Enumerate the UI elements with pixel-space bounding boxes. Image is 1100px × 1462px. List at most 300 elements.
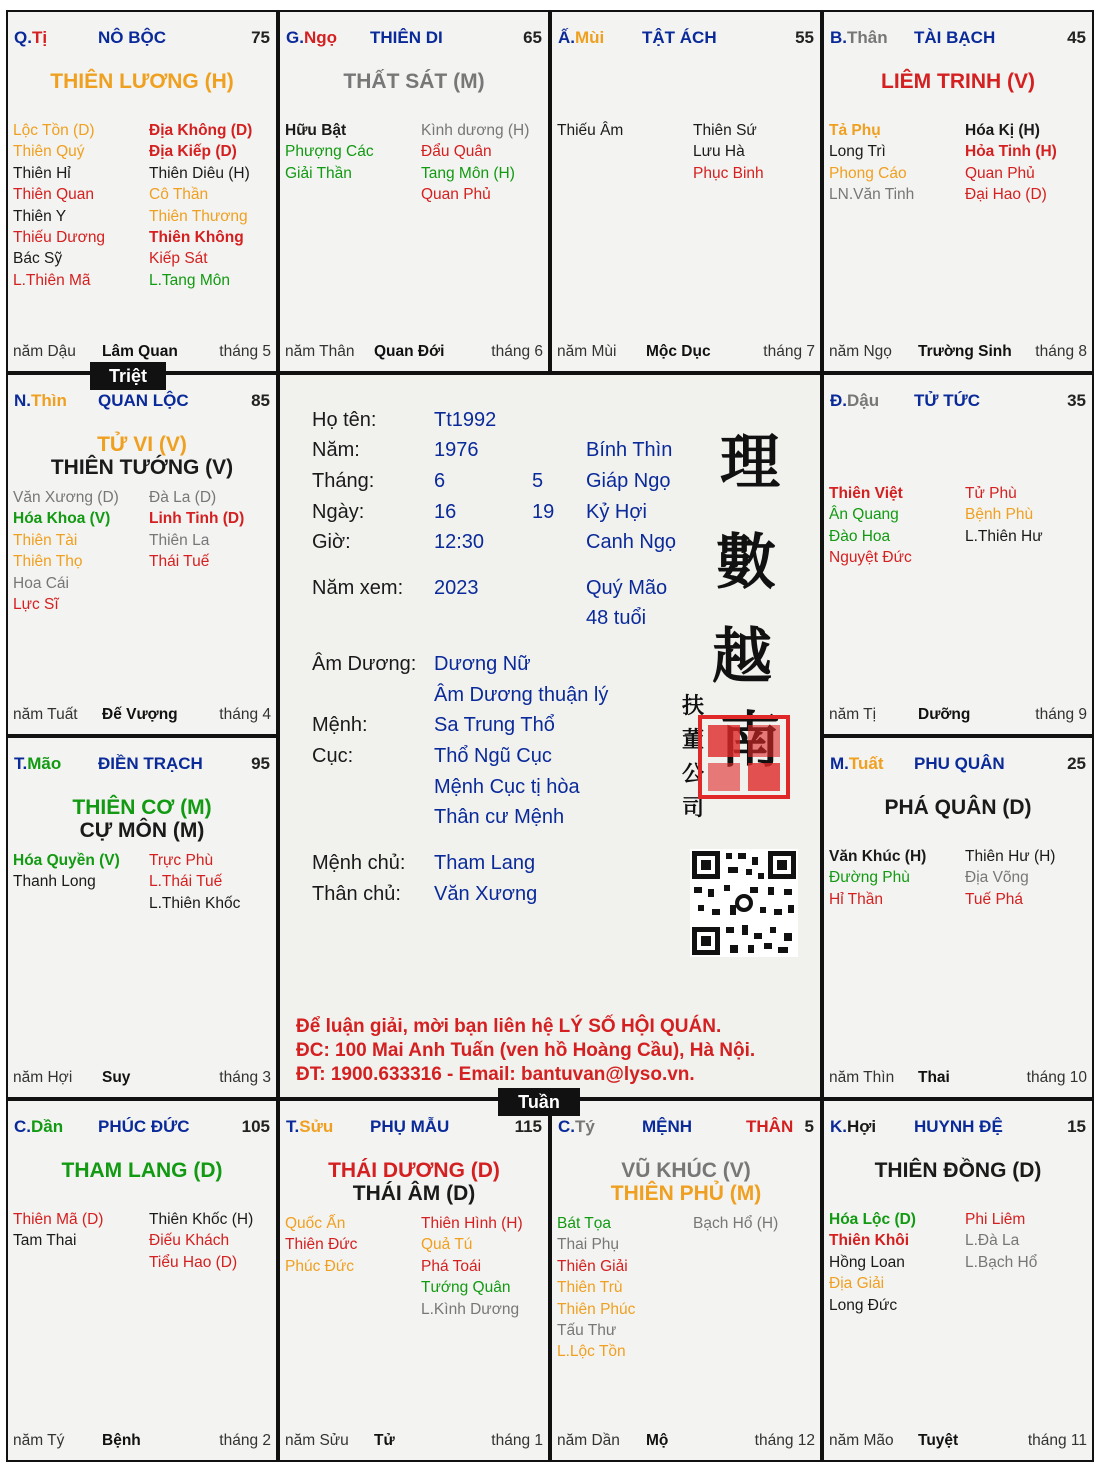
- minor-stars-left: [13, 850, 120, 893]
- branch: [286, 1117, 333, 1137]
- calligraphy-char-1: 理: [720, 428, 780, 498]
- thanchu-value: Văn Xương: [434, 883, 538, 905]
- star: Hồng Loan: [829, 1253, 905, 1271]
- star: Thiên Không: [149, 229, 244, 247]
- star: Trực Phù: [149, 852, 214, 869]
- palace-footer: [824, 1069, 1092, 1089]
- palace-footer: [280, 1432, 548, 1452]
- minor-stars-right: [149, 120, 252, 291]
- palace-name: HUYNH ĐỆ: [914, 1117, 1003, 1136]
- star: Quả Tú: [421, 1236, 473, 1254]
- palace-name: TẬT ÁCH: [642, 28, 717, 47]
- main-star: CỰ MÔN (M): [79, 819, 205, 842]
- thanchu-label: Thân chủ:: [312, 883, 401, 905]
- branch-name: Mão: [27, 754, 62, 773]
- palace-name: PHU QUÂN: [914, 754, 1005, 773]
- star: L.Kình Dương: [421, 1300, 520, 1318]
- palace-6: [822, 373, 1094, 736]
- star: Điếu Khách: [149, 1232, 230, 1250]
- star: L.Tang Môn: [149, 271, 230, 289]
- star: Thái Tuế: [149, 553, 210, 571]
- palace-footer: [552, 1432, 820, 1452]
- year-branch: năm Thân: [285, 343, 355, 360]
- branch: [830, 28, 888, 48]
- month-solar: 6: [434, 470, 446, 492]
- branch: [14, 754, 61, 774]
- star: Văn Xương (D): [13, 489, 119, 506]
- name-value: Tt1992: [434, 409, 497, 431]
- notice-line-3: ĐT: 1900.633316 - Email: bantuvan@lyso.vn.: [296, 1064, 695, 1085]
- palace-footer: [824, 1432, 1092, 1452]
- day-label: Ngày:: [312, 501, 365, 523]
- horoscope-chart: [6, 10, 1094, 1456]
- palace-footer: [824, 343, 1092, 363]
- month: tháng 3: [219, 1069, 271, 1086]
- palace-number: 45: [1067, 28, 1086, 47]
- menh-label: Mệnh:: [312, 714, 368, 736]
- star: Thiên Quý: [13, 143, 85, 161]
- star: Bạch Hổ (H): [693, 1215, 779, 1232]
- palace-footer: [8, 343, 276, 363]
- month: tháng 11: [1027, 1432, 1087, 1449]
- amduong-label: Âm Dương:: [312, 653, 417, 675]
- day-solar: 16: [434, 501, 457, 523]
- branch-name: Mùi: [575, 28, 605, 47]
- palace-number: 55: [795, 28, 814, 47]
- month: tháng 9: [1035, 706, 1087, 723]
- star: Tấu Thư: [557, 1322, 617, 1340]
- branch-label: K.: [830, 1117, 847, 1136]
- star: Phi Liêm: [965, 1211, 1026, 1228]
- star: Đào Hoa: [829, 527, 891, 545]
- star: Quốc Ấn: [285, 1215, 346, 1232]
- than-tag: THÂN: [746, 1117, 794, 1136]
- month: tháng 6: [491, 343, 543, 360]
- minor-stars-left: [13, 487, 119, 615]
- palace-name: TỬ TỨC: [914, 391, 980, 410]
- star: Hóa Lộc (D): [829, 1211, 916, 1228]
- palace-footer: [8, 1432, 276, 1452]
- branch-label: M.: [830, 754, 849, 773]
- star: LN.Văn Tinh: [829, 186, 915, 204]
- star: Thiên Sứ: [693, 122, 757, 139]
- palace-8: [822, 736, 1094, 1099]
- minor-stars-left: [285, 1213, 357, 1277]
- life-stage: Lâm Quan: [102, 343, 178, 360]
- year-label: Năm:: [312, 439, 360, 461]
- minor-stars-left: [285, 120, 374, 184]
- palace-7: [6, 736, 278, 1099]
- star: Cô Thần: [149, 186, 209, 204]
- star: Thanh Long: [13, 873, 96, 891]
- month: tháng 8: [1035, 343, 1087, 360]
- star: Phá Toái: [421, 1257, 482, 1275]
- branch-name: Sửu: [299, 1117, 334, 1136]
- branch-name: Tý: [575, 1117, 595, 1136]
- main-star: VŨ KHÚC (V): [621, 1159, 751, 1182]
- than-note: Thân cư Mệnh: [434, 806, 565, 828]
- star: Thiên Y: [13, 207, 67, 225]
- star: Linh Tinh (D): [149, 510, 245, 528]
- star: Tang Môn (H): [421, 164, 515, 182]
- year-branch: năm Hợi: [13, 1069, 73, 1086]
- life-stage: Quan Đới: [374, 343, 445, 360]
- star: Lộc Tồn (D): [13, 122, 95, 139]
- minor-stars-right: [421, 120, 529, 206]
- year-branch: năm Sửu: [285, 1432, 349, 1449]
- palace-footer: [8, 1069, 276, 1089]
- palace-9: [6, 1099, 278, 1462]
- life-stage: Đế Vượng: [102, 706, 178, 723]
- small-calli-2: 董: [682, 727, 705, 753]
- palace-number: 65: [523, 28, 542, 47]
- minor-stars-left: [829, 846, 926, 910]
- year-can: Bính Thìn: [586, 439, 673, 461]
- star: L.Thiên Hư: [965, 527, 1043, 545]
- main-star: THÁI DƯƠNG (D): [328, 1159, 500, 1182]
- year-branch: năm Tý: [13, 1432, 65, 1449]
- main-star: THIÊN ĐỒNG (D): [874, 1159, 1042, 1182]
- palace-12: [822, 1099, 1094, 1462]
- minor-stars-left: [13, 1209, 103, 1252]
- palace-number: 105: [241, 1117, 270, 1136]
- star: Hoa Cái: [13, 574, 69, 592]
- star: Bệnh Phù: [965, 506, 1034, 524]
- life-stage: Trường Sinh: [918, 343, 1012, 360]
- star: Thiên Khôi: [829, 1232, 910, 1250]
- minor-stars-left: [557, 120, 623, 141]
- cuc-value: Thổ Ngũ Cục: [434, 745, 552, 767]
- minor-stars-right: [965, 483, 1043, 547]
- notice-line-1: Để luận giải, mời bạn liên hệ LÝ SỐ HỘI QUÁN.: [296, 1016, 722, 1037]
- cuc-label: Cục:: [312, 745, 354, 767]
- star: Hỏa Tinh (H): [965, 143, 1057, 161]
- minor-stars-left: [13, 120, 105, 291]
- month: tháng 5: [219, 343, 271, 360]
- center-info-panel: [278, 373, 822, 1099]
- palace-footer: [280, 343, 548, 363]
- star: Đà La (D): [149, 489, 217, 506]
- qr-code-icon[interactable]: [690, 849, 798, 957]
- hour-can: Canh Ngọ: [586, 531, 677, 553]
- star: Thiên Diêu (H): [149, 164, 250, 182]
- star: Bác Sỹ: [13, 250, 63, 268]
- star: Thiên Hư (H): [965, 848, 1056, 865]
- palace-footer: [824, 706, 1092, 726]
- branch: [558, 1117, 595, 1137]
- branch: [14, 28, 47, 48]
- tuan-marker: Tuần: [498, 1088, 580, 1116]
- month: tháng 7: [763, 343, 815, 360]
- main-star: THIÊN LƯƠNG (H): [50, 70, 234, 93]
- star: Tả Phụ: [829, 122, 881, 139]
- star: L.Thái Tuế: [149, 873, 223, 891]
- name-label: Họ tên:: [312, 409, 377, 431]
- star: Tướng Quân: [421, 1279, 511, 1297]
- main-star: TỬ VI (V): [97, 433, 187, 456]
- minor-stars-left: [829, 483, 912, 569]
- star: Hóa Kị (H): [965, 122, 1040, 139]
- cuc-note: Mệnh Cục tị hòa: [434, 776, 580, 798]
- branch: [830, 391, 879, 411]
- star: Ân Quang: [829, 506, 899, 524]
- palace-number: 115: [514, 1117, 542, 1136]
- palace-10: [278, 1099, 550, 1462]
- palace-number: 5: [804, 1117, 814, 1136]
- main-star: LIÊM TRINH (V): [881, 70, 1035, 93]
- branch: [14, 1117, 63, 1137]
- star: L.Thiên Mã: [13, 271, 91, 289]
- star: Long Trì: [829, 143, 886, 161]
- star: Thai Phụ: [557, 1236, 620, 1254]
- branch-name: Hợi: [847, 1117, 877, 1136]
- life-stage: Mộ: [646, 1432, 669, 1449]
- month: tháng 10: [1026, 1069, 1087, 1086]
- star: Long Đức: [829, 1296, 898, 1314]
- star: Đường Phù: [829, 869, 910, 887]
- palace-name: PHÚC ĐỨC: [98, 1117, 190, 1136]
- main-star: THIÊN CƠ (M): [72, 796, 212, 819]
- life-stage: Tử: [374, 1432, 395, 1449]
- year-branch: năm Thìn: [829, 1069, 895, 1086]
- star: Kiếp Sát: [149, 250, 208, 268]
- minor-stars-right: [149, 487, 244, 573]
- year-branch: năm Dậu: [13, 343, 76, 360]
- branch: [558, 28, 604, 48]
- month: tháng 4: [219, 706, 271, 723]
- star: Thiên Mã (D): [13, 1211, 104, 1228]
- branch-label: T.: [286, 1117, 300, 1136]
- star: Thiên Hình (H): [421, 1215, 523, 1232]
- star: Lực Sĩ: [13, 596, 59, 614]
- palace-number: 15: [1067, 1117, 1086, 1136]
- hour-label: Giờ:: [312, 531, 351, 553]
- star: Tiểu Hao (D): [149, 1253, 238, 1271]
- year-branch: năm Mùi: [557, 343, 617, 360]
- minor-stars-left: [829, 120, 914, 206]
- branch-label: Ấ.: [558, 28, 575, 47]
- year-branch: năm Dần: [557, 1432, 620, 1449]
- star: Thiên Tài: [13, 531, 78, 549]
- minor-stars-right: [965, 846, 1055, 910]
- palace-number: 85: [251, 391, 270, 410]
- minor-stars-left: [829, 1209, 916, 1316]
- minor-stars-right: [965, 120, 1057, 206]
- minor-stars-left: [557, 1213, 635, 1363]
- year-branch: năm Ngọ: [829, 343, 892, 360]
- branch: [830, 754, 884, 774]
- palace-name: TÀI BẠCH: [914, 28, 996, 47]
- palace-name: QUAN LỘC: [98, 391, 189, 410]
- hour-value: 12:30: [434, 531, 485, 553]
- life-stage: Dưỡng: [918, 706, 971, 723]
- star: Đẩu Quân: [421, 143, 492, 161]
- star: Hóa Quyền (V): [13, 852, 120, 869]
- small-calli-3: 公: [682, 761, 705, 787]
- year-branch: năm Tị: [829, 706, 877, 723]
- main-star: THÁI ÂM (D): [352, 1182, 476, 1205]
- red-seal-stamp: [696, 713, 792, 801]
- palace-5: [6, 373, 278, 736]
- palace-4: [822, 10, 1094, 373]
- branch-name: Thân: [847, 28, 888, 47]
- star: Thiên Quan: [13, 186, 94, 204]
- main-star: THIÊN TƯỚNG (V): [50, 456, 234, 479]
- year-branch: năm Tuất: [13, 706, 78, 723]
- star: L.Thiên Khốc: [149, 894, 241, 912]
- branch-name: Tị: [31, 28, 48, 47]
- palace-1: [6, 10, 278, 373]
- life-stage: Mộc Dục: [646, 343, 711, 360]
- star: Địa Không (D): [149, 122, 253, 139]
- star: Hỉ Thần: [829, 890, 883, 908]
- star: Thiên Hỉ: [13, 164, 71, 182]
- minor-stars-right: [965, 1209, 1037, 1273]
- star: Thiên Thọ: [13, 553, 83, 571]
- star: Lưu Hà: [693, 143, 745, 161]
- age: 48 tuổi: [586, 607, 647, 629]
- star: Phục Binh: [693, 164, 764, 182]
- month-label: Tháng:: [312, 470, 375, 492]
- calligraphy-char-2: 數: [716, 528, 776, 598]
- star: Tuế Phá: [965, 890, 1024, 908]
- small-calli-4: 司: [682, 795, 705, 821]
- palace-name: NÔ BỘC: [98, 28, 166, 47]
- star: Bát Tọa: [557, 1215, 612, 1232]
- star: L.Bạch Hổ: [965, 1253, 1038, 1271]
- star: Quan Phủ: [421, 186, 491, 204]
- main-star: PHÁ QUÂN (D): [884, 796, 1032, 819]
- small-calli-1: 扶: [682, 693, 705, 719]
- star: Thiên Phúc: [557, 1300, 636, 1318]
- branch-label: N.: [14, 391, 31, 410]
- year-value: 1976: [434, 439, 479, 461]
- branch: [14, 391, 67, 411]
- view-year-can: Quý Mão: [586, 577, 668, 599]
- branch-label: C.: [14, 1117, 31, 1136]
- branch-label: B.: [830, 28, 847, 47]
- month-lunar: 5: [532, 470, 544, 492]
- main-star: THIÊN PHỦ (M): [610, 1182, 762, 1205]
- palace-name: ĐIỀN TRẠCH: [98, 754, 203, 773]
- branch-label: T.: [14, 754, 28, 773]
- year-branch: năm Mão: [829, 1432, 894, 1449]
- palace-name: THIÊN DI: [370, 28, 443, 47]
- palace-number: 35: [1067, 391, 1086, 410]
- palace-number: 25: [1067, 754, 1086, 773]
- star: Thiên Việt: [829, 485, 903, 502]
- day-lunar: 19: [532, 501, 555, 523]
- life-stage: Tuyệt: [918, 1432, 959, 1449]
- star: Đại Hao (D): [965, 186, 1047, 204]
- branch-label: C.: [558, 1117, 575, 1136]
- amduong-value: Dương Nữ: [434, 653, 531, 675]
- palace-number: 95: [251, 754, 270, 773]
- month-can: Giáp Ngọ: [586, 470, 671, 492]
- month: tháng 12: [754, 1432, 815, 1449]
- star: Tử Phù: [965, 485, 1017, 502]
- star: Địa Võng: [965, 869, 1029, 887]
- star: Giải Thần: [285, 164, 352, 182]
- palace-footer: [8, 706, 276, 726]
- life-stage: Thai: [918, 1069, 950, 1086]
- palace-2: [278, 10, 550, 373]
- calligraphy-char-3: 越: [712, 622, 772, 692]
- main-star: THAM LANG (D): [61, 1159, 223, 1182]
- branch-name: Dần: [31, 1117, 64, 1136]
- star: Thiên Khốc (H): [149, 1211, 254, 1228]
- minor-stars-right: [693, 120, 764, 184]
- life-stage: Suy: [102, 1069, 131, 1086]
- branch-name: Tuất: [848, 754, 884, 773]
- month: tháng 1: [491, 1432, 543, 1449]
- amduong-note: Âm Dương thuận lý: [434, 684, 609, 706]
- palace-3: [550, 10, 822, 373]
- star: Thiếu Âm: [557, 122, 624, 139]
- star: Tam Thai: [13, 1232, 77, 1250]
- star: Địa Kiếp (D): [149, 143, 237, 161]
- star: Nguyệt Đức: [829, 549, 912, 567]
- menhchu-label: Mệnh chủ:: [312, 852, 406, 874]
- minor-stars-right: [149, 1209, 253, 1273]
- branch-label: Đ.: [830, 391, 847, 410]
- palace-footer: [552, 343, 820, 363]
- day-can: Kỷ Hợi: [586, 501, 647, 523]
- branch: [830, 1117, 876, 1137]
- star: Phượng Các: [285, 143, 374, 161]
- star: Phong Cáo: [829, 164, 907, 182]
- star: Địa Giải: [829, 1275, 885, 1293]
- branch-name: Thìn: [31, 391, 67, 410]
- life-stage: Bệnh: [102, 1432, 141, 1449]
- palace-11: [550, 1099, 822, 1462]
- notice-line-2: ĐC: 100 Mai Anh Tuấn (ven hồ Hoàng Cầu), Hà Nội.: [296, 1040, 756, 1061]
- star: Văn Khúc (H): [829, 848, 927, 865]
- star: L.Lộc Tồn: [557, 1343, 626, 1361]
- star: Kình dương (H): [421, 122, 530, 139]
- minor-stars-right: [693, 1213, 778, 1234]
- main-star: THẤT SÁT (M): [343, 70, 485, 93]
- view-year-value: 2023: [434, 577, 479, 599]
- star: Thiên La: [149, 531, 210, 549]
- menhchu-value: Tham Lang: [434, 852, 536, 874]
- branch-label: G.: [286, 28, 304, 47]
- star: Thiên Đức: [285, 1236, 358, 1254]
- star: Hóa Khoa (V): [13, 510, 111, 528]
- month: tháng 2: [219, 1432, 271, 1449]
- minor-stars-right: [149, 850, 240, 914]
- menh-value: Sa Trung Thổ: [434, 714, 555, 736]
- star: Hữu Bật: [285, 122, 347, 139]
- branch-label: Q.: [14, 28, 32, 47]
- triet-marker: Triệt: [90, 362, 166, 390]
- star: Thiên Trù: [557, 1279, 623, 1297]
- view-year-label: Năm xem:: [312, 577, 404, 599]
- branch-name: Dậu: [847, 391, 880, 410]
- branch-name: Ngọ: [303, 28, 337, 47]
- minor-stars-right: [421, 1213, 523, 1320]
- palace-number: 75: [251, 28, 270, 47]
- star: Thiên Giải: [557, 1257, 628, 1275]
- star: L.Đà La: [965, 1232, 1020, 1250]
- palace-name: MỆNH: [642, 1117, 693, 1136]
- contact-notice: [296, 1015, 755, 1087]
- star: Quan Phủ: [965, 164, 1035, 182]
- palace-name: PHỤ MẪU: [370, 1117, 450, 1136]
- branch: [286, 28, 337, 48]
- star: Thiếu Dương: [13, 229, 106, 247]
- star: Thiên Thương: [149, 207, 248, 225]
